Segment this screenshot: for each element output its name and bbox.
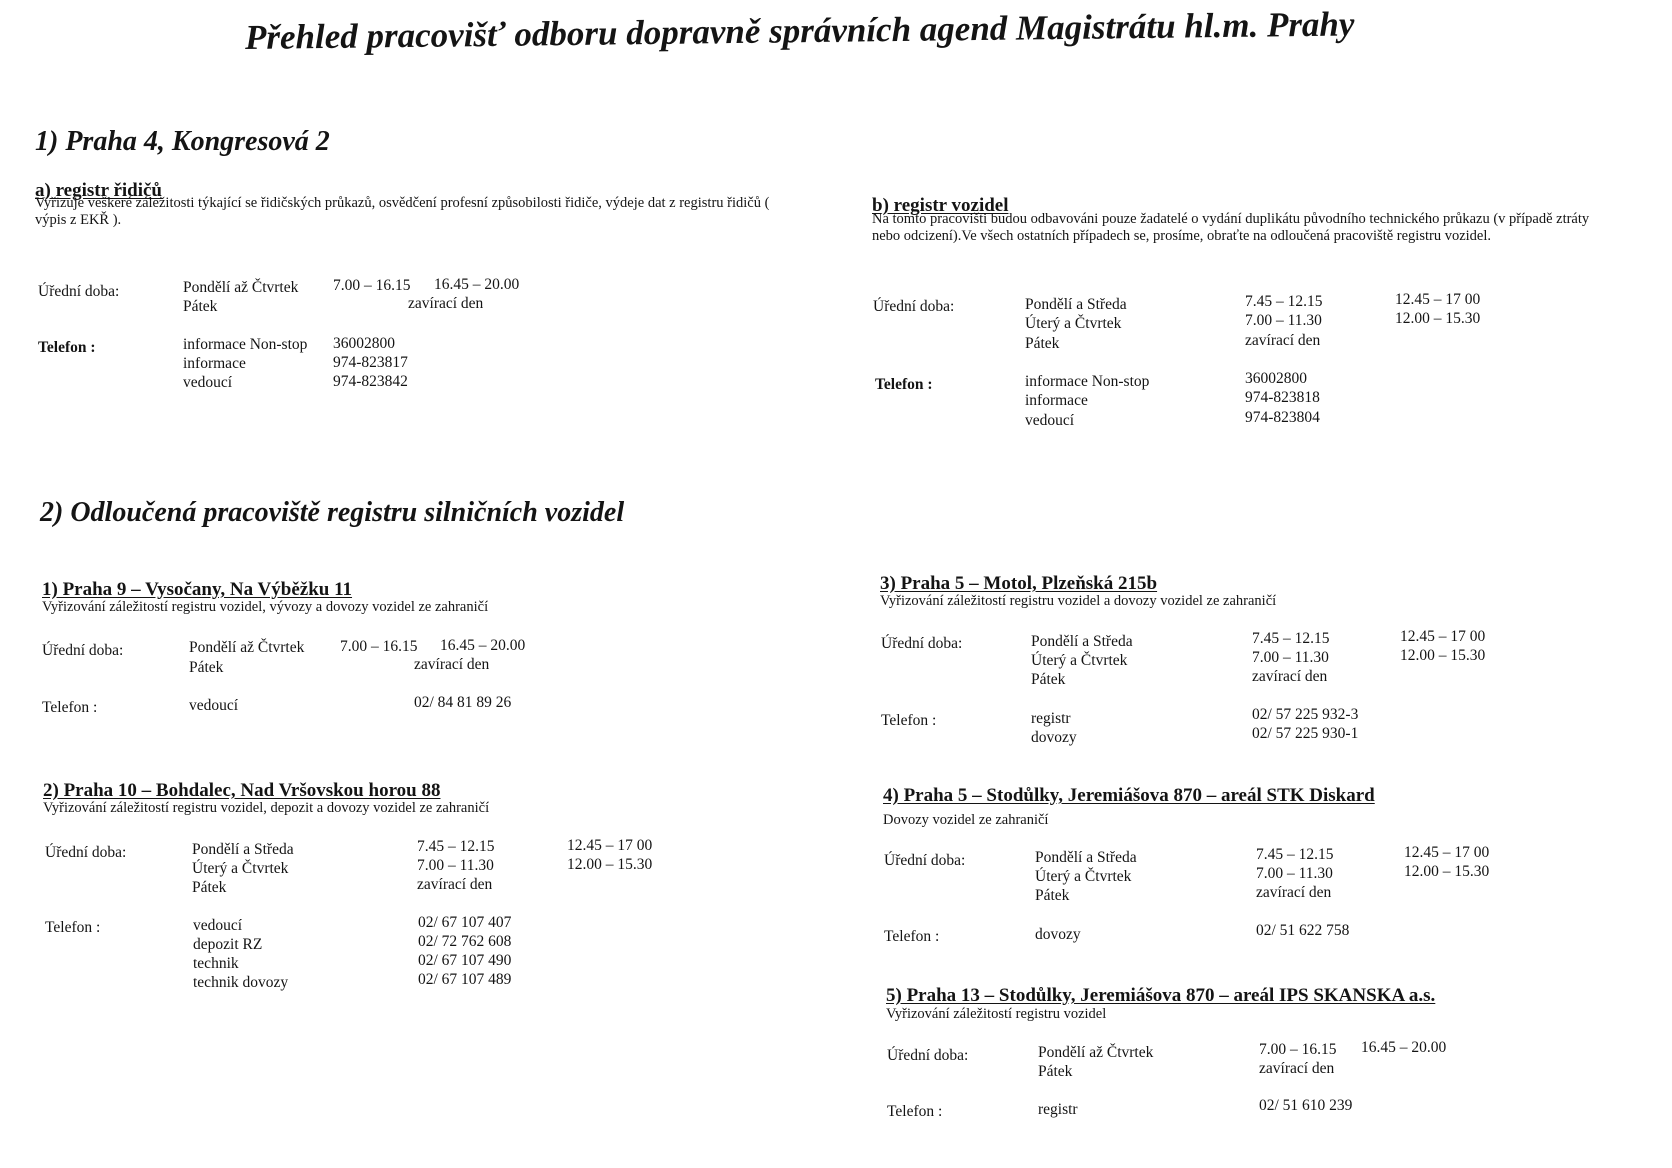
workplace2-hours-time2: 12.00 – 15.30 bbox=[567, 856, 653, 873]
workplace2-phone-name: technik dovozy bbox=[193, 974, 289, 991]
workplace3-hours-days: Pátek bbox=[1031, 671, 1066, 688]
driver-hours-time2: 16.45 – 20.00 bbox=[434, 276, 520, 293]
workplace5-phone-label: Telefon : bbox=[887, 1103, 943, 1120]
workplace5-heading: 5) Praha 13 – Stodůlky, Jeremiášova 870 – areál IPS SKANSKA a.s. bbox=[886, 985, 1436, 1006]
driver-hours-days: Pátek bbox=[183, 298, 218, 315]
workplace2-hours-days: Pondělí a Středa bbox=[192, 841, 294, 858]
workplace3-phone-name: registr bbox=[1031, 710, 1071, 727]
vehicle-hours-time1: zavírací den bbox=[1245, 332, 1321, 349]
vehicle-phone-label: Telefon : bbox=[875, 376, 933, 393]
workplace2-desc: Vyřizování záležitostí registru vozidel, depozit a dovozy vozidel ze zahraničí bbox=[43, 800, 490, 816]
workplace5-phone-number: 02/ 51 610 239 bbox=[1259, 1097, 1353, 1114]
driver-hours-time1: 7.00 – 16.15 bbox=[333, 277, 411, 294]
workplace3-hours-days: Pondělí a Středa bbox=[1031, 633, 1133, 650]
workplace5-phone-name: registr bbox=[1038, 1101, 1078, 1118]
driver-phone-label: Telefon : bbox=[38, 339, 96, 356]
workplace3-hours-time1: zavírací den bbox=[1252, 668, 1328, 685]
vehicle-register-heading: b) registr vozidel bbox=[872, 195, 1009, 216]
workplace2-phone-name: depozit RZ bbox=[193, 936, 263, 953]
workplace2-hours-days: Pátek bbox=[192, 879, 227, 896]
workplace3-hours-time2: 12.45 – 17 00 bbox=[1400, 628, 1486, 645]
workplace2-hours-time2: 12.45 – 17 00 bbox=[567, 837, 653, 854]
workplace3-hours-label: Úřední doba: bbox=[881, 635, 963, 652]
workplace2-hours-time1: 7.00 – 11.30 bbox=[417, 857, 494, 874]
workplace4-hours-time2: 12.00 – 15.30 bbox=[1404, 863, 1490, 880]
workplace1-phone-number: 02/ 84 81 89 26 bbox=[414, 694, 512, 711]
driver-hours-days: Pondělí až Čtvrtek bbox=[183, 279, 299, 296]
workplace2-phone-label: Telefon : bbox=[45, 919, 101, 936]
workplace3-phone-number: 02/ 57 225 930-1 bbox=[1252, 725, 1359, 742]
vehicle-hours-days: Úterý a Čtvrtek bbox=[1025, 315, 1122, 332]
vehicle-hours-label: Úřední doba: bbox=[873, 298, 955, 315]
workplace3-hours-time2: 12.00 – 15.30 bbox=[1400, 647, 1486, 664]
driver-phone-number: 36002800 bbox=[333, 335, 395, 352]
workplace4-hours-label: Úřední doba: bbox=[884, 852, 966, 869]
vehicle-phone-name: informace Non-stop bbox=[1025, 373, 1150, 390]
workplace3-heading: 3) Praha 5 – Motol, Plzeňská 215b bbox=[880, 573, 1158, 594]
vehicle-hours-time1: 7.00 – 11.30 bbox=[1245, 312, 1322, 329]
workplace4-hours-days: Pondělí a Středa bbox=[1035, 849, 1137, 866]
workplace3-desc: Vyřizování záležitostí registru vozidel a dovozy vozidel ze zahraničí bbox=[880, 593, 1277, 609]
vehicle-hours-time1: 7.45 – 12.15 bbox=[1245, 293, 1323, 310]
section2-heading: 2) Odloučená pracoviště registru silničních vozidel bbox=[40, 497, 625, 528]
workplace5-desc: Vyřizování záležitostí registru vozidel bbox=[886, 1006, 1107, 1022]
workplace4-hours-time1: 7.00 – 11.30 bbox=[1256, 865, 1333, 882]
vehicle-phone-name: informace bbox=[1025, 392, 1088, 409]
workplace1-hours-days: Pátek bbox=[189, 659, 224, 676]
workplace4-hours-time2: 12.45 – 17 00 bbox=[1404, 844, 1490, 861]
workplace1-desc: Vyřizování záležitostí registru vozidel, vývozy a dovozy vozidel ze zahraničí bbox=[42, 599, 489, 615]
workplace2-hours-label: Úřední doba: bbox=[45, 844, 127, 861]
page-title: Přehled pracovišť odboru dopravně správních agend Magistrátu hl.m. Prahy bbox=[244, 4, 1355, 57]
workplace5-hours-days: Pátek bbox=[1038, 1063, 1073, 1080]
workplace4-hours-days: Úterý a Čtvrtek bbox=[1035, 868, 1132, 885]
workplace1-hours-days: Pondělí až Čtvrtek bbox=[189, 639, 305, 656]
workplace1-hours-label: Úřední doba: bbox=[42, 642, 124, 659]
workplace5-hours-label: Úřední doba: bbox=[887, 1047, 969, 1064]
workplace3-hours-days: Úterý a Čtvrtek bbox=[1031, 652, 1128, 669]
workplace5-hours-days: Pondělí až Čtvrtek bbox=[1038, 1044, 1154, 1061]
workplace4-hours-days: Pátek bbox=[1035, 887, 1070, 904]
workplace4-phone-number: 02/ 51 622 758 bbox=[1256, 922, 1350, 939]
workplace2-phone-number: 02/ 67 107 407 bbox=[418, 914, 512, 931]
workplace5-hours-time2: 16.45 – 20.00 bbox=[1361, 1039, 1447, 1056]
workplace2-hours-days: Úterý a Čtvrtek bbox=[192, 860, 289, 877]
workplace1-phone-label: Telefon : bbox=[42, 699, 98, 716]
workplace5-hours-time1: 7.00 – 16.15 bbox=[1259, 1041, 1337, 1058]
workplace1-hours-time1: zavírací den bbox=[414, 656, 490, 673]
workplace2-phone-name: technik bbox=[193, 955, 239, 972]
workplace2-heading: 2) Praha 10 – Bohdalec, Nad Vršovskou horou 88 bbox=[43, 780, 441, 801]
vehicle-phone-number: 36002800 bbox=[1245, 370, 1307, 387]
workplace4-hours-time1: zavírací den bbox=[1256, 884, 1332, 901]
vehicle-hours-time2: 12.00 – 15.30 bbox=[1395, 310, 1481, 327]
vehicle-hours-time2: 12.45 – 17 00 bbox=[1395, 291, 1481, 308]
workplace2-phone-name: vedoucí bbox=[193, 917, 243, 934]
driver-phone-name: informace Non-stop bbox=[183, 336, 308, 353]
driver-hours-label: Úřední doba: bbox=[38, 283, 120, 300]
vehicle-register-desc: Na tomto pracovišti budou odbavováni pouze žadatelé o vydání duplikátu původního technického průkazu (v případě ztráty nebo odcizení).Ve všech ostatních případech se, prosíme, obraťte na odloučená pracoviště registru vozidel. bbox=[872, 211, 1590, 244]
workplace3-hours-time1: 7.45 – 12.15 bbox=[1252, 630, 1330, 647]
driver-phone-name: informace bbox=[183, 355, 246, 372]
driver-register-heading: a) registr řidičů bbox=[35, 180, 162, 201]
workplace2-hours-time1: zavírací den bbox=[417, 876, 493, 893]
workplace3-phone-label: Telefon : bbox=[881, 712, 937, 729]
vehicle-hours-days: Pondělí a Středa bbox=[1025, 296, 1127, 313]
driver-phone-number: 974-823842 bbox=[333, 373, 408, 390]
workplace4-heading: 4) Praha 5 – Stodůlky, Jeremiášova 870 – areál STK Diskard bbox=[883, 785, 1375, 806]
workplace2-phone-number: 02/ 72 762 608 bbox=[418, 933, 512, 950]
workplace4-phone-name: dovozy bbox=[1035, 926, 1081, 943]
section1-heading: 1) Praha 4, Kongresová 2 bbox=[35, 126, 330, 157]
workplace2-phone-number: 02/ 67 107 489 bbox=[418, 971, 512, 988]
driver-hours-time1: zavírací den bbox=[408, 295, 484, 312]
workplace4-phone-label: Telefon : bbox=[884, 928, 940, 945]
workplace5-hours-time1: zavírací den bbox=[1259, 1060, 1335, 1077]
workplace4-desc: Dovozy vozidel ze zahraničí bbox=[883, 812, 1049, 828]
workplace1-heading: 1) Praha 9 – Vysočany, Na Výběžku 11 bbox=[42, 579, 353, 600]
vehicle-hours-days: Pátek bbox=[1025, 335, 1060, 352]
workplace3-hours-time1: 7.00 – 11.30 bbox=[1252, 649, 1329, 666]
vehicle-phone-number: 974-823818 bbox=[1245, 389, 1320, 406]
workplace2-hours-time1: 7.45 – 12.15 bbox=[417, 838, 495, 855]
workplace1-hours-time2: 16.45 – 20.00 bbox=[440, 637, 526, 654]
vehicle-phone-name: vedoucí bbox=[1025, 412, 1075, 429]
driver-phone-name: vedoucí bbox=[183, 374, 233, 391]
workplace1-hours-time1: 7.00 – 16.15 bbox=[340, 638, 418, 655]
workplace3-phone-number: 02/ 57 225 932-3 bbox=[1252, 706, 1359, 723]
workplace1-phone-name: vedoucí bbox=[189, 697, 239, 714]
workplace4-hours-time1: 7.45 – 12.15 bbox=[1256, 846, 1334, 863]
workplace2-phone-number: 02/ 67 107 490 bbox=[418, 952, 512, 969]
workplace3-phone-name: dovozy bbox=[1031, 729, 1077, 746]
driver-register-desc: Vyřizuje veškeré záležitosti týkající se řidičských průkazů, osvědčení profesní způsobilosti řidiče, výdeje dat z registru řidičů ( výpis z EKŘ ). bbox=[35, 195, 770, 228]
driver-phone-number: 974-823817 bbox=[333, 354, 408, 371]
vehicle-phone-number: 974-823804 bbox=[1245, 409, 1320, 426]
